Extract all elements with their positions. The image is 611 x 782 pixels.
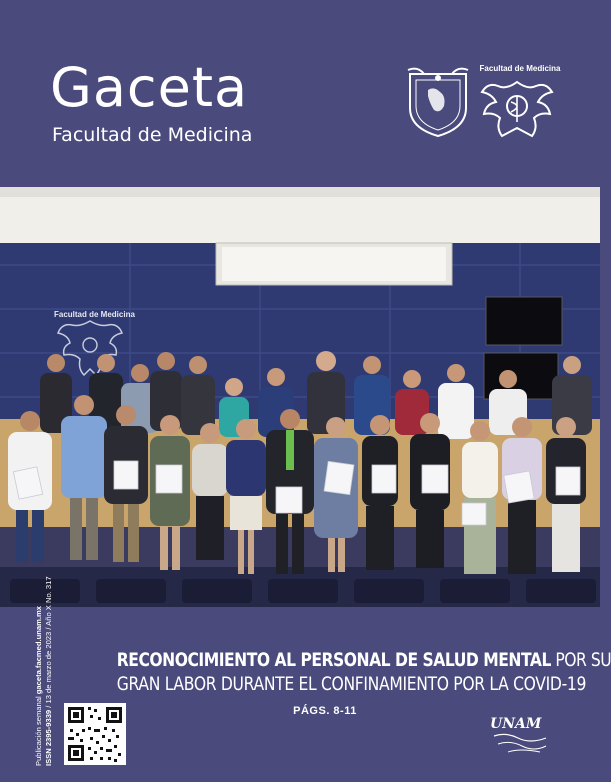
publication-date-issue: / 13 de marzo de 2023 / Año X No. 317 bbox=[44, 576, 53, 710]
publication-info bbox=[34, 576, 54, 766]
qr-code-icon bbox=[64, 703, 126, 765]
svg-text:UNAM: UNAM bbox=[490, 716, 542, 732]
group-photo bbox=[0, 187, 600, 607]
unam-wordmark-icon bbox=[488, 712, 552, 756]
headline bbox=[70, 648, 611, 696]
faculty-seal-label: Facultad de Medicina bbox=[479, 64, 561, 73]
headline-bold: RECONOCIMIENTO AL PERSONAL DE SALUD MENTAL bbox=[116, 649, 551, 671]
unam-shield-icon bbox=[404, 66, 472, 138]
publication-site: gaceta.facmed.unam.mx bbox=[34, 606, 43, 695]
wall-sign: Facultad de Medicina bbox=[54, 310, 135, 319]
headline-regular: POR SU bbox=[550, 649, 611, 671]
masthead-subtitle: Facultad de Medicina bbox=[52, 124, 253, 146]
publication-issn: ISSN 2395-9339 bbox=[44, 709, 53, 766]
headline-line2: GRAN LABOR DURANTE EL CONFINAMIENTO POR LA COVID-19 bbox=[116, 673, 587, 695]
masthead-title: Gaceta bbox=[50, 56, 249, 119]
publication-frequency: Publicación semanal bbox=[34, 694, 43, 766]
faculty-medicine-seal-icon bbox=[478, 76, 556, 142]
page-reference: PÁGS. 8-11 bbox=[293, 705, 357, 717]
